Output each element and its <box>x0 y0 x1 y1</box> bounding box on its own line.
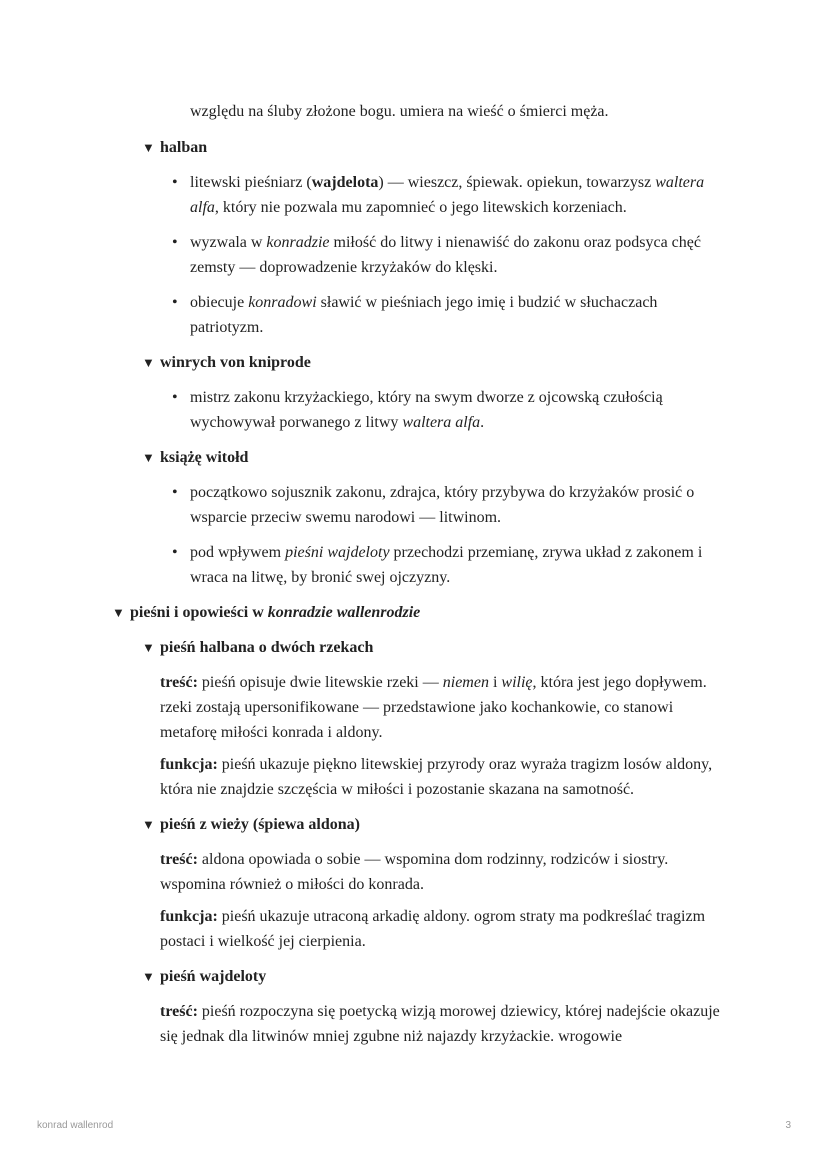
toggle-winrych[interactable] <box>112 350 732 375</box>
label: funkcja: <box>160 908 218 925</box>
list-item: • wyzwala w konradzie miłość do litwy i nienawiść do zakonu oraz podsyca chęć zemsty — doprowadzenie krzyżaków do klęski. <box>112 230 732 280</box>
content-paragraph: treść: aldona opowiada o sobie — wspomina dom rodzinny, rodziców i siostry. wspomina również o miłości do konrada. <box>160 851 669 893</box>
section-title: pieśń z wieży (śpiewa aldona) <box>160 816 360 833</box>
label: treść: <box>160 1003 198 1020</box>
expanded-triangle-icon: ▼ <box>142 969 155 984</box>
label: funkcja: <box>160 756 218 773</box>
list-item: • mistrz zakonu krzyżackiego, który na swym dworze z ojcowską czułością wychowywał porwanego z litwy waltera alfa. <box>112 385 732 435</box>
page-content <box>112 99 732 1056</box>
bullet-icon: • <box>172 234 178 251</box>
bullet-icon: • <box>172 174 178 191</box>
label: treść: <box>160 851 198 868</box>
toggle-halban[interactable] <box>112 135 732 160</box>
page-number: 3 <box>785 1120 791 1131</box>
expanded-triangle-icon: ▼ <box>142 640 155 655</box>
footer-title: konrad wallenrod <box>37 1120 114 1131</box>
expanded-triangle-icon: ▼ <box>142 817 155 832</box>
toggle-song-wajdelota[interactable] <box>112 964 732 989</box>
italic-term: konradowi <box>248 294 317 311</box>
section-title: winrych von kniprode <box>160 354 311 371</box>
toggle-song-tower[interactable] <box>112 812 732 837</box>
bullet-icon: • <box>172 294 178 311</box>
list-item: • litewski pieśniarz (wajdelota) — wieszcz, śpiewak. opiekun, towarzysz waltera alfa, który nie pozwala mu zapomnieć o jego litewskich korzeniach. <box>112 170 732 220</box>
winrych-list <box>112 385 732 435</box>
bullet-icon: • <box>172 484 178 501</box>
italic-term: konradzie <box>266 234 330 251</box>
toggle-witold[interactable] <box>112 445 732 470</box>
toggle-song-rivers[interactable] <box>112 635 732 660</box>
expanded-triangle-icon: ▼ <box>112 605 125 620</box>
expanded-triangle-icon: ▼ <box>142 450 155 465</box>
function-paragraph: funkcja: pieśń ukazuje utraconą arkadię aldony. ogrom straty ma podkreślać tragizm postaci i wielkość jej cierpienia. <box>160 908 706 950</box>
function-paragraph: funkcja: pieśń ukazuje piękno litewskiej przyrody oraz wyraża tragizm losów aldony, która nie znajdzie szczęścia w miłości i pozostanie skazana na samotność. <box>160 756 713 798</box>
italic-term: niemen <box>442 674 489 691</box>
content-paragraph: treść: pieśń opisuje dwie litewskie rzeki — niemen i wilię, która jest jego dopływem. rzeki zostają upersonifikowane — przedstawione jako kochankowie, co stanowi metaforę miłości konrada i aldony. <box>160 674 707 741</box>
section-title: książę witołd <box>160 449 249 466</box>
italic-term: wilię <box>501 674 533 691</box>
bullet-icon: • <box>172 544 178 561</box>
section-title: pieśni i opowieści w <box>130 604 268 621</box>
expanded-triangle-icon: ▼ <box>142 140 155 155</box>
list-item: • początkowo sojusznik zakonu, zdrajca, który przybywa do krzyżaków prosić o wsparcie przeciw swemu narodowi — litwinom. <box>112 480 732 530</box>
list-item: • obiecuje konradowi sławić w pieśniach jego imię i budzić w słuchaczach patriotyzm. <box>112 290 732 340</box>
list-item: • pod wpływem pieśni wajdeloty przechodzi przemianę, zrywa układ z zakonem i wraca na litwę, by bronić swej ojczyzny. <box>112 540 732 590</box>
expanded-triangle-icon: ▼ <box>142 355 155 370</box>
italic-term: pieśni wajdeloty <box>285 544 390 561</box>
section-title: halban <box>160 139 208 156</box>
witold-list <box>112 480 732 590</box>
continuation-text: względu na śluby złożone bogu. umiera na wieść o śmierci męża. <box>190 103 609 120</box>
halban-list <box>112 170 732 340</box>
toggle-songs[interactable] <box>112 600 732 625</box>
section-title: pieśń halbana o dwóch rzekach <box>160 639 374 656</box>
italic-term: waltera alfa <box>402 414 481 431</box>
label: treść: <box>160 674 198 691</box>
bullet-icon: • <box>172 389 178 406</box>
italic-term: konradzie wallenrodzie <box>267 604 421 621</box>
section-title: pieśń wajdeloty <box>160 968 267 985</box>
content-paragraph: treść: pieśń rozpoczyna się poetycką wizją morowej dziewicy, której nadejście okazuje się jednak dla litwinów mniej zgubne niż najazdy krzyżackie. wrogowie <box>160 1003 720 1045</box>
bold-term: wajdelota <box>311 174 379 191</box>
italic-term: waltera alfa <box>190 174 705 216</box>
